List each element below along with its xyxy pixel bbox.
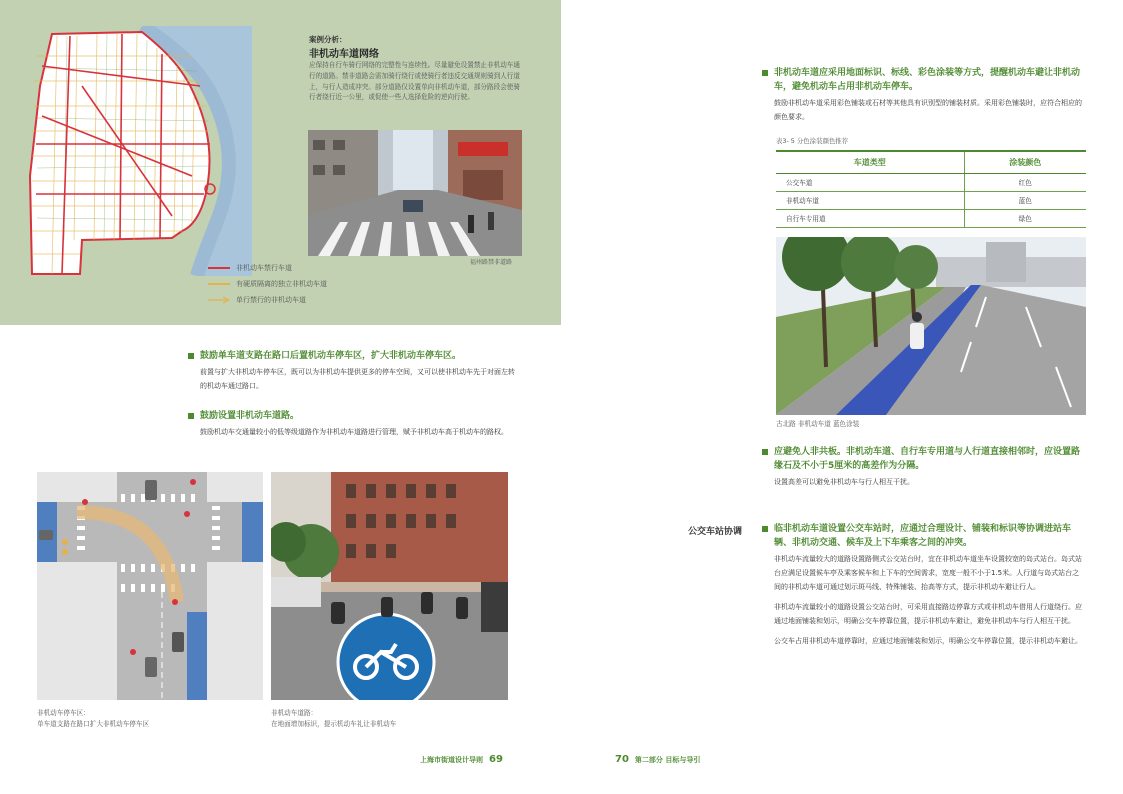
case-body: 应保持自行车骑行网络的完整性与连续性。尽量避免设置禁止非机动车通行的道路。禁非道路会需加骑行绕行或使骑行者违反交通规则骑到人行道上，与行人造成冲突。部分道路仅设置单向非机动车道，部分路段会使骑行者绕行近一公里，或促使一些人选择危险的逆向行驶。 xyxy=(309,61,520,102)
legend-item xyxy=(208,276,327,292)
bike-street-photo xyxy=(271,472,508,700)
bullet-square-icon xyxy=(762,449,768,455)
legend-label: 单行禁行的非机动车道 xyxy=(236,296,306,304)
bullet-square-icon xyxy=(762,70,768,76)
table-row xyxy=(776,191,1086,209)
left-page xyxy=(0,0,561,794)
bullet-heading: 非机动车道应采用地面标识、标线、彩色涂装等方式，提醒机动车避让非机动车，避免机动车占用非机动车停车。 xyxy=(762,66,1082,94)
table-cell: 自行车专用道 xyxy=(776,209,964,227)
table-header: 涂装颜色 xyxy=(964,151,1086,173)
table-header-row xyxy=(776,151,1086,173)
legend-label: 有硬质隔离的独立非机动车道 xyxy=(236,280,327,288)
intersection-diagram xyxy=(37,472,263,700)
footer-right xyxy=(615,754,700,765)
case-title: 非机动车道网络 xyxy=(309,49,379,60)
bullet-heading: 应避免人非共板。非机动车道、自行车专用道与人行道直接相邻时，应设置路缘石及不小于5厘米的高差作为分隔。 xyxy=(762,445,1082,473)
page-number: 69 xyxy=(489,754,503,765)
bullet-heading: 临非机动车道设置公交车站时，应通过合理设计、铺装和标识等协调进站车辆、非机动交通、候车及上下车乘客之间的冲突。 xyxy=(762,522,1082,550)
bullet-square-icon xyxy=(762,526,768,532)
photo-caption: 非机动车道路： 在地面增加标识，提示机动车礼让非机动车 xyxy=(271,709,397,728)
map-legend xyxy=(208,260,327,308)
bullet-text: 鼓励非机动车道采用彩色铺装或石材等其他具有识别型的铺装材质。采用彩色铺装时，应符合相应的颜色要求。 xyxy=(774,99,1082,121)
case-study-panel xyxy=(0,0,561,325)
bullet-block xyxy=(762,66,1082,124)
page-number: 70 xyxy=(615,754,629,765)
legend-item xyxy=(208,292,327,308)
bullet-text: 公交车占用非机动车道停靠时，应通过地面铺装和划示，明确公交车停靠位置，提示非机动车避让。 xyxy=(774,637,1082,645)
case-label: 案例分析： xyxy=(309,35,347,44)
section-side-label: 公交车站协调 xyxy=(688,527,743,537)
legend-item xyxy=(208,260,327,276)
street-photo xyxy=(308,130,522,256)
bullet-block xyxy=(762,522,1082,648)
legend-red-line xyxy=(208,267,230,269)
street-photo-caption: 福州路禁非道路 xyxy=(470,259,513,266)
legend-orange-line xyxy=(208,283,230,285)
bullet-text: 非机动车流量较小的道路设置公交站台时，可采用直接路边停靠方式或非机动车借用人行道绕行。应通过地面铺装和划示，明确公交车停靠位置，提示非机动车避让，避免非机动车与行人相互干扰。 xyxy=(774,603,1082,625)
footer-title: 上海市街道设计导则 xyxy=(420,756,483,764)
legend-arrow-icon xyxy=(208,296,230,304)
legend-label: 非机动车禁行车道 xyxy=(236,264,292,272)
bullet-text: 鼓励机动车交通量较小的低等级道路作为非机动车道路进行管理，赋予非机动车高于机动车的路权。 xyxy=(200,428,508,436)
bullet-heading: 鼓励单车道支路在路口后置机动车停车区，扩大非机动车停车区。 xyxy=(188,349,518,363)
table-cell: 公交车道 xyxy=(776,173,964,191)
color-table xyxy=(776,150,1086,228)
diagram-caption: 非机动车停车区： 单车道支路在路口扩大非机动车停车区 xyxy=(37,709,150,728)
blue-lane-photo xyxy=(776,237,1086,415)
network-map xyxy=(22,26,252,276)
bullet-square-icon xyxy=(188,353,194,359)
bullet-block xyxy=(188,409,518,439)
footer-left xyxy=(420,754,503,765)
table-title: 表3- 5 分色涂装颜色推荐 xyxy=(776,137,849,145)
footer-title: 第二部分 目标与导引 xyxy=(634,756,701,764)
table-cell: 绿色 xyxy=(964,209,1086,227)
bullet-text: 设置高差可以避免非机动车与行人相互干扰。 xyxy=(774,478,914,486)
bullet-block xyxy=(762,445,1082,489)
table-cell: 蓝色 xyxy=(964,191,1086,209)
bullet-text: 前置与扩大非机动车停车区，既可以为非机动车提供更多的停车空间，又可以使非机动车先于对面左转的机动车通过路口。 xyxy=(200,368,515,390)
table-row xyxy=(776,173,1086,191)
road-photo-caption: 古北路 非机动车道 蓝色涂装 xyxy=(776,420,860,428)
table-cell: 红色 xyxy=(964,173,1086,191)
right-page xyxy=(562,0,1123,794)
table-row xyxy=(776,209,1086,227)
table-header: 车道类型 xyxy=(776,151,964,173)
bullet-square-icon xyxy=(188,413,194,419)
bullet-block xyxy=(188,349,518,393)
table-cell: 非机动车道 xyxy=(776,191,964,209)
bullet-heading: 鼓励设置非机动车道路。 xyxy=(188,409,518,423)
bullet-text: 非机动车流量较大的道路设置路侧式公交站台时，宜在非机动车道坐车设置较宽的岛式站台。岛式站台应满足设置候车亭及乘客候车和上下车的空间需求，宽度一般不小于1.5米。人行道与岛式站台之间的非机动车道可通过划示斑马线、特殊铺装、抬高等方式，提示非机动车避让行人。 xyxy=(774,555,1082,591)
